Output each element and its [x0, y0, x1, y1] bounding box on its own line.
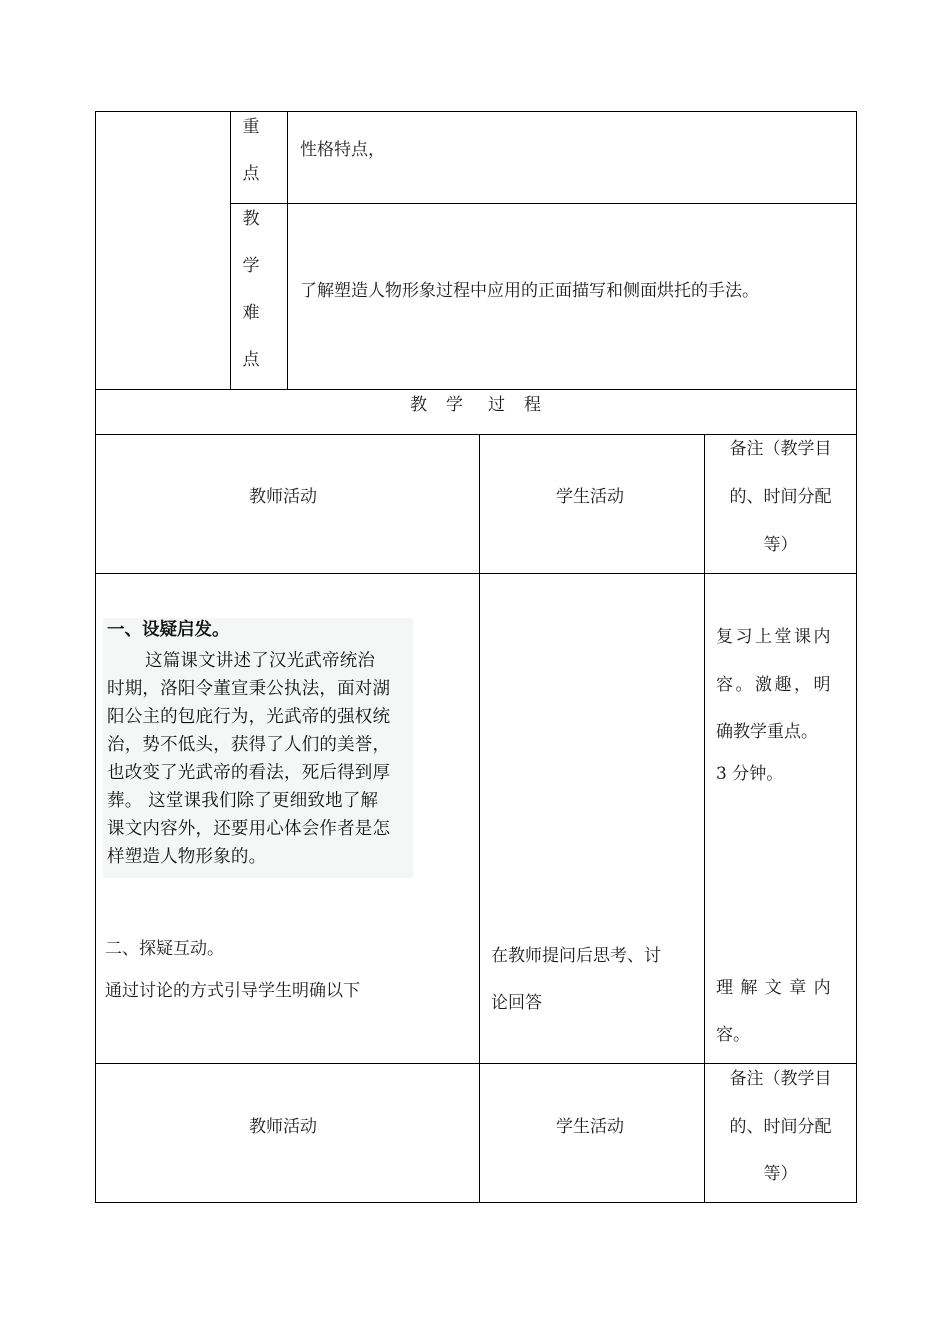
image-text-line: 时期，洛阳令董宣秉公执法，面对湖 — [107, 679, 391, 699]
col-divider-label-right — [287, 111, 288, 390]
process-title-char: 过 — [488, 395, 505, 415]
difficulty-label-char: 难 — [242, 303, 260, 323]
notes-a-line: 复习上堂课内 — [716, 627, 833, 647]
col-divider-label-left — [230, 111, 231, 390]
difficulty-label-char: 学 — [242, 256, 260, 276]
key-label-char: 点 — [242, 164, 260, 184]
process-title-char: 教 — [410, 395, 427, 415]
row-divider-content — [95, 1063, 857, 1064]
section2-text: 通过讨论的方式引导学生明确以下 — [105, 981, 360, 1001]
table-border-left — [95, 111, 96, 1203]
notes-b-line: 理 解 文 章 内 — [716, 978, 832, 998]
footer-header-notes-line: 的、时间分配 — [729, 1117, 832, 1137]
notes-b-line: 容。 — [716, 1025, 750, 1045]
image-text-line: 治，势不低头，获得了人们的美誉， — [107, 735, 391, 755]
image-text-line: 也改变了光武帝的看法，死后得到厚 — [107, 763, 391, 783]
image-text-line: 阳公主的包庇行为，光武帝的强权统 — [107, 707, 391, 727]
difficulty-label-char: 点 — [242, 350, 260, 370]
notes-a-line: 3 分钟。 — [716, 764, 784, 784]
header-teacher: 教师活动 — [249, 487, 317, 507]
row-divider-difficulty — [95, 389, 857, 390]
header-notes-line: 备注（教学目 — [729, 439, 832, 459]
table-border-top — [95, 111, 857, 112]
footer-header-teacher: 教师活动 — [249, 1117, 317, 1137]
process-title-char: 学 — [446, 395, 463, 415]
row-divider-key — [230, 203, 857, 204]
image-text-line: 样塑造人物形象的。 — [107, 847, 267, 867]
footer-header-student: 学生活动 — [556, 1117, 624, 1137]
notes-a-line: 容。激趣，明 — [716, 675, 833, 695]
student-activity-line: 在教师提问后思考、讨 — [491, 946, 661, 966]
notes-a-line: 确教学重点。 — [716, 722, 818, 742]
process-title-char: 程 — [524, 395, 541, 415]
image-text-line: 这篇课文讲述了汉光武帝统治 — [145, 651, 376, 671]
row-divider-process — [95, 434, 857, 435]
table-border-right — [856, 111, 857, 1203]
embedded-text-image — [103, 618, 413, 878]
header-notes-line: 的、时间分配 — [729, 487, 832, 507]
image-text-line: 课文内容外，还要用心体会作者是怎 — [107, 819, 391, 839]
row-divider-header — [95, 573, 857, 574]
header-notes-line: 等） — [763, 535, 798, 555]
footer-header-notes-line: 备注（教学目 — [729, 1069, 832, 1089]
key-text: 性格特点， — [300, 140, 385, 160]
key-label-char: 重 — [242, 117, 260, 137]
section2-title: 二、探疑互动。 — [105, 939, 224, 959]
table-border-bottom — [95, 1202, 857, 1203]
difficulty-text: 了解塑造人物形象过程中应用的正面描写和侧面烘托的手法。 — [300, 281, 759, 301]
footer-header-notes-line: 等） — [763, 1164, 798, 1184]
image-text-line: 葬。 这堂课我们除了更细致地了解 — [107, 791, 379, 811]
image-section-title: 一、设疑启发。 — [107, 620, 230, 640]
difficulty-label-char: 教 — [242, 209, 260, 229]
header-student: 学生活动 — [556, 487, 624, 507]
student-activity-line: 论回答 — [491, 993, 542, 1013]
col-divider-teacher — [479, 434, 480, 1203]
